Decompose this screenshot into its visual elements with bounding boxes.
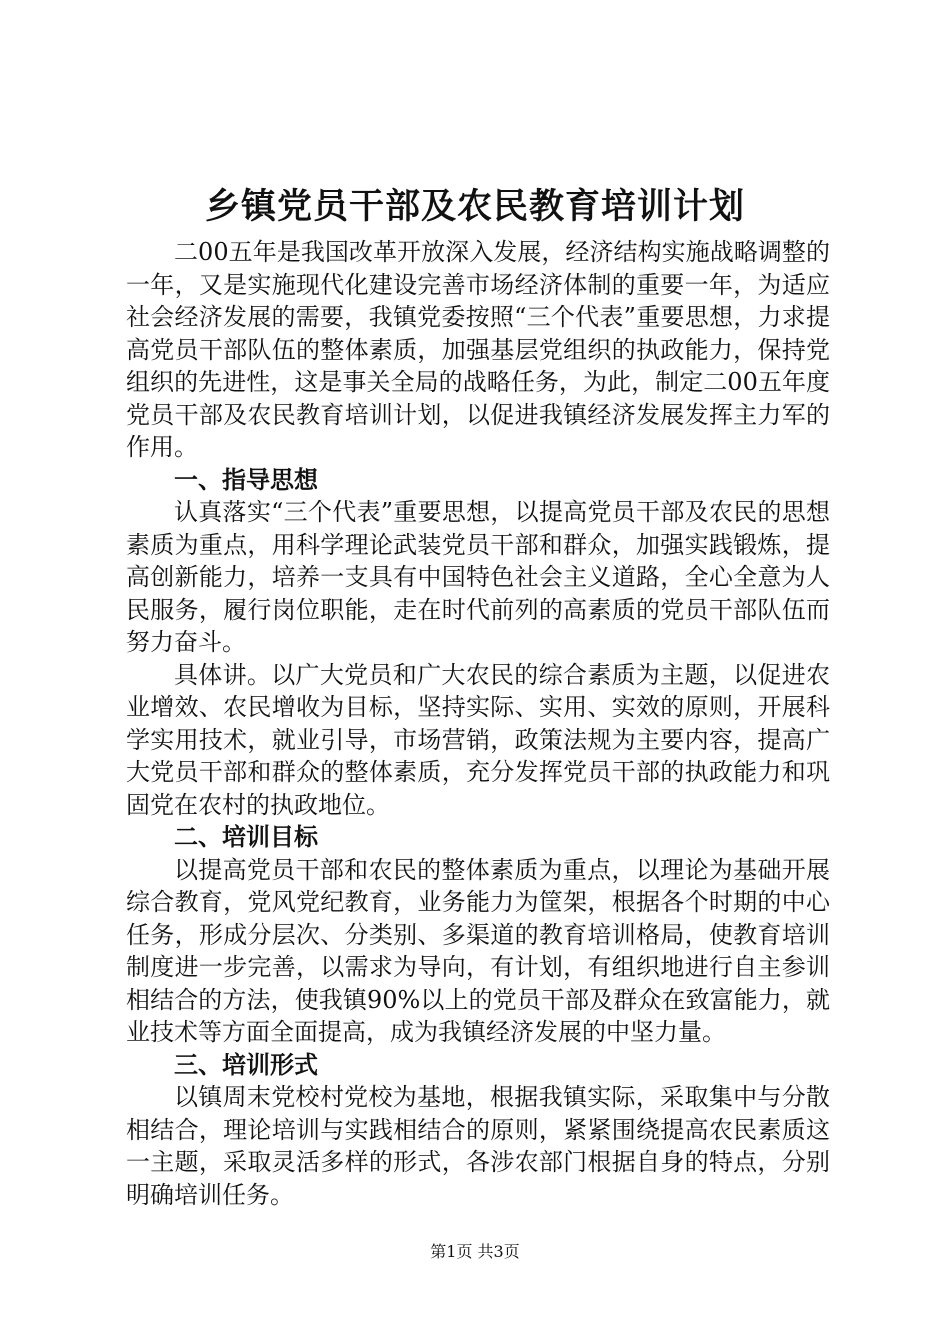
- section-paragraph: 以提高党员干部和农民的整体素质为重点，以理论为基础开展综合教育，党风党纪教育，业务能力为筐架，根据各个时期的中心任务，形成分层次、分类别、多渠道的教育培训格局，使教育培训制度进一步完善，以需求为导向，有计划，有组织地进行自主参训相结合的方法，使我镇90%以上的党员干部及群众在致富能力，就业技术等方面全面提高，成为我镇经济发展的中坚力量。: [126, 855, 830, 1046]
- page-number-footer: 第1页 共3页: [430, 1242, 520, 1261]
- document-title: 乡镇党员干部及农民教育培训计划: [204, 186, 745, 227]
- section-paragraph: 认真落实“三个代表”重要思想，以提高党员干部及农民的思想素质为重点，用科学理论武装党员干部和群众，加强实践锻炼，提高创新能力，培养一支具有中国特色社会主义道路，全心全意为人民服务，履行岗位职能，走在时代前列的高素质的党员干部队伍而努力奋斗。: [126, 498, 830, 656]
- section-guiding-ideology: [126, 464, 830, 822]
- section-heading: 三、培训形式: [174, 1050, 318, 1079]
- intro-paragraph: 二00五年是我国改革开放深入发展，经济结构实施战略调整的一年，又是实施现代化建设完善市场经济体制的重要一年，为适应社会经济发展的需要，我镇党委按照“三个代表”重要思想，力求提高党员干部队伍的整体素质，加强基层党组织的执政能力，保持党组织的先进性，这是事关全局的战略任务，为此，制定二00五年度党员干部及农民教育培训计划，以促进我镇经济发展发挥主力军的作用。: [126, 238, 830, 461]
- section-paragraph: 具体讲。以广大党员和广大农民的综合素质为主题，以促进农业增效、农民增收为目标，坚持实际、实用、实效的原则，开展科学实用技术，就业引导，市场营销，政策法规为主要内容，提高广大党员干部和群众的整体素质，充分发挥党员干部的执政能力和巩固党在农村的执政地位。: [126, 660, 830, 819]
- document-body: [126, 236, 830, 1211]
- section-training-goals: [126, 821, 830, 1049]
- section-heading: 一、指导思想: [174, 465, 318, 494]
- section-training-forms: [126, 1049, 830, 1212]
- section-heading: 二、培训目标: [174, 823, 318, 851]
- section-paragraph: 以镇周末党校村党校为基地，根据我镇实际，采取集中与分散相结合，理论培训与实践相结合的原则，紧紧围绕提高农民素质这一主题，采取灵活多样的形式，各涉农部门根据自身的特点，分别明确培训任务。: [126, 1083, 830, 1209]
